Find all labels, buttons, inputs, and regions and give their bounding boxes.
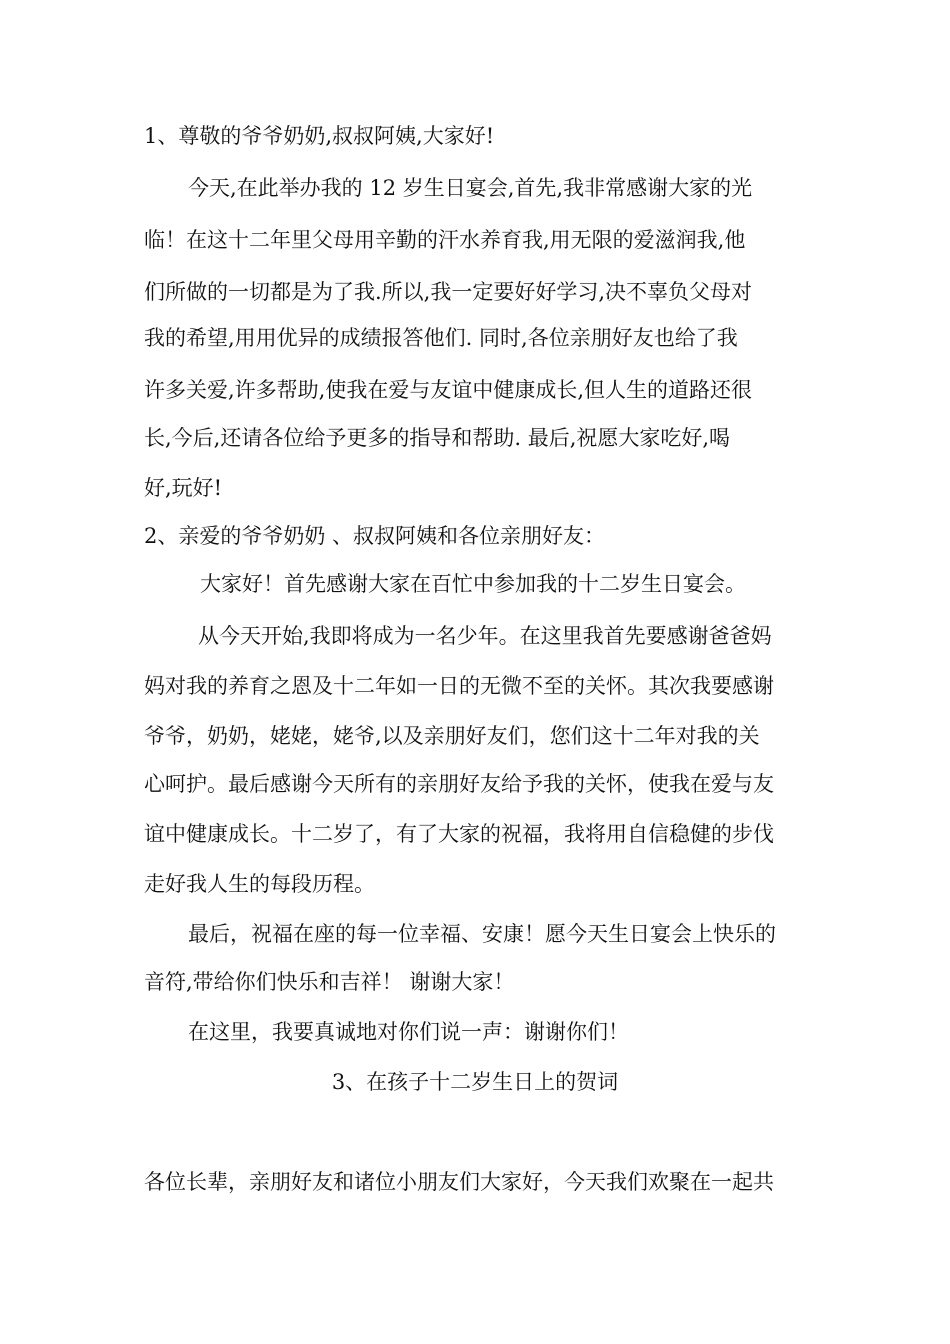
speech-2-line-3: 爷爷，奶奶，姥姥，姥爷,以及亲朋好友们，您们这十二年对我的关 — [144, 724, 760, 748]
speech-1-line-4: 我的希望,用用优异的成绩报答他们. 同时,各位亲朋好友也给了我 — [144, 326, 738, 350]
speech-2-line-5: 谊中健康成长。十二岁了，有了大家的祝福，我将用自信稳健的步伐 — [144, 822, 774, 846]
speech-2-line-1: 从今天开始,我即将成为一名少年。在这里我首先要感谢爸爸妈 — [198, 624, 772, 648]
speech-1-line-3: 们所做的一切都是为了我.所以,我一定要好好学习,决不辜负父母对 — [144, 280, 753, 304]
speech-2-heading: 2、亲爱的爷爷奶奶 、叔叔阿姨和各位亲朋好友： — [144, 524, 606, 548]
speech-3-heading: 3、在孩子十二岁生日上的贺词 — [331, 1070, 619, 1094]
speech-2-line-4: 心呵护。最后感谢今天所有的亲朋好友给予我的关怀，使我在爱与友 — [144, 772, 774, 796]
speech-2-greeting: 大家好！首先感谢大家在百忙中参加我的十二岁生日宴会。 — [200, 572, 746, 596]
speech-2-thanks: 在这里，我要真诚地对你们说一声：谢谢你们！ — [188, 1020, 629, 1044]
speech-1-line-5: 许多关爱,许多帮助,使我在爱与友谊中健康成长,但人生的道路还很 — [144, 378, 753, 402]
speech-3-line-1: 各位长辈，亲朋好友和诸位小朋友们大家好，今天我们欢聚在一起共 — [144, 1170, 774, 1194]
speech-2-line-2: 妈对我的养育之恩及十二年如一日的无微不至的关怀。其次我要感谢 — [144, 674, 774, 698]
speech-1-line-2: 临！在这十二年里父母用辛勤的汗水养育我,用无限的爱滋润我,他 — [144, 228, 746, 252]
speech-2-closing-line-1: 最后，祝福在座的每一位幸福、安康！愿今天生日宴会上快乐的 — [188, 922, 776, 946]
speech-1-line-6: 长,今后,还请各位给予更多的指导和帮助. 最后,祝愿大家吃好,喝 — [144, 426, 731, 450]
speech-2-line-6: 走好我人生的每段历程。 — [144, 872, 375, 896]
speech-1-heading: 1、尊敬的爷爷奶奶,叔叔阿姨,大家好! — [144, 124, 495, 148]
speech-1-line-7: 好,玩好! — [144, 476, 223, 500]
speech-1-line-1: 今天,在此举办我的 12 岁生日宴会,首先,我非常感谢大家的光 — [188, 176, 753, 200]
speech-2-closing-line-2: 音符,带给你们快乐和吉祥！ 谢谢大家！ — [144, 970, 515, 994]
